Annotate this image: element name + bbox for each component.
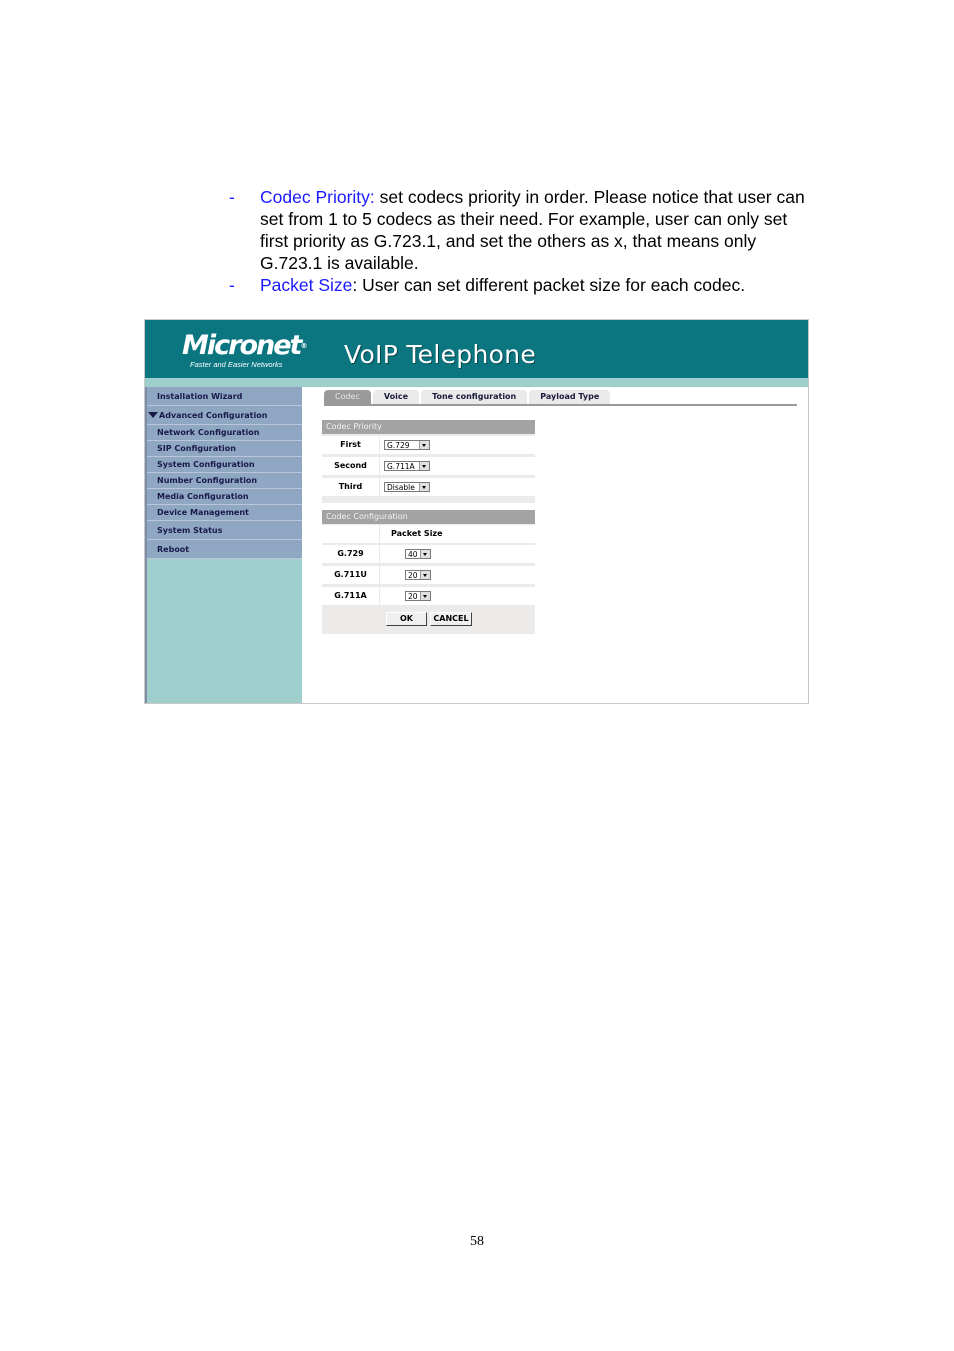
priority-label: Second: [322, 457, 379, 475]
codec-row-g711u: [322, 564, 535, 585]
tab-divider: [324, 404, 797, 406]
codec-row-g729: [322, 543, 535, 564]
logo-registered-mark: ®: [300, 342, 306, 350]
second-priority-select[interactable]: [384, 461, 430, 471]
sidebar-item-label: System Configuration: [157, 460, 255, 469]
sidebar-item-label: Media Configuration: [157, 492, 249, 501]
packet-size-header-row: [322, 524, 535, 543]
sidebar-item-system-status[interactable]: [147, 521, 302, 540]
codec-label: G.729: [322, 545, 379, 563]
select-value: Disable: [387, 483, 415, 492]
codec-configuration-heading: Codec Configuration: [322, 510, 535, 524]
logo-word: Micronet: [182, 330, 301, 361]
sidebar-item-label: System Status: [157, 526, 223, 535]
packet-size-column-header: Packet Size: [380, 525, 535, 543]
sidebar-item-installation-wizard[interactable]: [147, 387, 302, 406]
logo-tagline: Faster and Easier Networks: [190, 360, 283, 369]
sidebar-item-media-configuration[interactable]: [147, 489, 302, 505]
sidebar-item-network-configuration[interactable]: [147, 425, 302, 441]
tab-payload-type[interactable]: Payload Type: [529, 390, 610, 404]
bullet-text: : User can set different packet size for each codec.: [352, 275, 746, 295]
select-value: G.729: [387, 441, 410, 450]
codec-row-g711a: [322, 585, 535, 606]
g711a-packet-size-select[interactable]: [405, 591, 431, 601]
sidebar-item-advanced-configuration[interactable]: [147, 406, 302, 425]
bullet-term: Codec Priority:: [260, 187, 375, 207]
sidebar-item-label: Installation Wizard: [157, 392, 243, 401]
codec-configuration-panel: [322, 510, 535, 634]
bullet-list: [229, 186, 819, 296]
codec-priority-panel: [322, 420, 535, 503]
sidebar: [145, 387, 302, 704]
bullet-packet-size: [229, 274, 819, 296]
priority-row-second: [322, 455, 535, 476]
select-value: G.711A: [387, 462, 415, 471]
tab-voice[interactable]: Voice: [373, 390, 419, 404]
tab-bar: [324, 390, 612, 404]
sidebar-item-reboot[interactable]: [147, 540, 302, 559]
priority-row-third: [322, 476, 535, 497]
header-strip: [145, 378, 808, 387]
tab-codec[interactable]: Codec: [324, 390, 371, 404]
triangle-down-icon: [148, 412, 158, 418]
sidebar-item-system-configuration[interactable]: [147, 457, 302, 473]
dropdown-arrow-icon: [419, 462, 429, 470]
first-priority-select[interactable]: [384, 440, 430, 450]
dropdown-arrow-icon: [420, 592, 430, 600]
dropdown-arrow-icon: [419, 441, 429, 449]
bullet-text: set codecs priority in order. Please notice that user can set from 1 to 5 codecs as their need. For example, user can only set first priority as G.723.1, and set the others as x, that means only G.723.1 is available.: [260, 187, 805, 273]
dropdown-arrow-icon: [420, 571, 430, 579]
form-buttons: [322, 606, 535, 634]
codec-priority-heading: Codec Priority: [322, 420, 535, 434]
voip-screenshot: [144, 319, 809, 704]
bullet-dash: -: [229, 275, 235, 295]
codec-label: G.711A: [322, 587, 379, 605]
g729-packet-size-select[interactable]: [405, 549, 431, 559]
micronet-logo: [182, 332, 312, 369]
app-title: VoIP Telephone: [344, 340, 537, 369]
priority-label: Third: [322, 478, 379, 496]
third-priority-select[interactable]: [384, 482, 430, 492]
priority-row-first: [322, 434, 535, 455]
ok-button[interactable]: OK: [386, 612, 427, 626]
cancel-button[interactable]: CANCEL: [430, 612, 472, 626]
dropdown-arrow-icon: [420, 550, 430, 558]
dropdown-arrow-icon: [419, 483, 429, 491]
select-value: 40: [408, 550, 418, 559]
sidebar-item-sip-configuration[interactable]: [147, 441, 302, 457]
select-value: 20: [408, 571, 418, 580]
select-value: 20: [408, 592, 418, 601]
bullet-codec-priority: [229, 186, 819, 274]
sidebar-item-label: Number Configuration: [157, 476, 258, 485]
main-content: [302, 387, 808, 703]
sidebar-item-label: Advanced Configuration: [159, 411, 268, 420]
page-number: 58: [470, 1234, 484, 1249]
g711u-packet-size-select[interactable]: [405, 570, 431, 580]
codec-label: G.711U: [322, 566, 379, 584]
sidebar-item-label: SIP Configuration: [157, 444, 236, 453]
sidebar-item-number-configuration[interactable]: [147, 473, 302, 489]
sidebar-item-label: Device Management: [157, 508, 249, 517]
priority-label: First: [322, 436, 379, 454]
sidebar-item-label: Network Configuration: [157, 428, 260, 437]
sidebar-item-device-management[interactable]: [147, 505, 302, 521]
header-banner: [145, 320, 808, 378]
tab-tone-configuration[interactable]: Tone configuration: [421, 390, 527, 404]
sidebar-item-label: Reboot: [157, 545, 190, 554]
bullet-term: Packet Size: [260, 275, 353, 295]
bullet-dash: -: [229, 187, 235, 207]
